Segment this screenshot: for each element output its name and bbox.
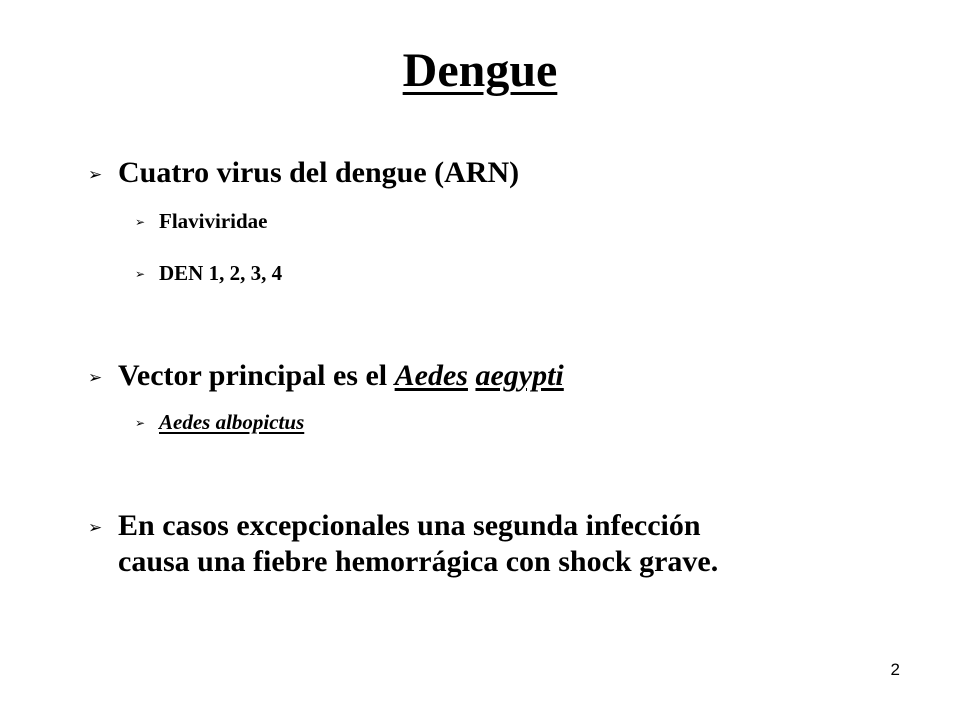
arrow-bullet-icon: ➢ bbox=[88, 518, 103, 538]
subbullet-serotypes bbox=[135, 260, 282, 287]
bullet-text: Cuatro virus del dengue (ARN) bbox=[118, 156, 520, 189]
slide-title: Dengue bbox=[402, 44, 558, 97]
species-name: aegypti bbox=[475, 359, 564, 392]
arrow-bullet-icon: ➢ bbox=[88, 368, 103, 388]
bullet-text bbox=[118, 508, 878, 580]
subbullet-text: DEN 1, 2, 3, 4 bbox=[159, 261, 283, 285]
subbullet-albopictus bbox=[135, 409, 304, 436]
arrow-bullet-icon: ➢ bbox=[88, 165, 103, 185]
arrow-bullet-icon: ➢ bbox=[135, 215, 146, 229]
bullet-main-vector bbox=[88, 358, 564, 396]
arrow-bullet-icon: ➢ bbox=[135, 416, 146, 430]
subbullet-flaviviridae bbox=[135, 208, 268, 235]
vector-prefix: Vector principal es el bbox=[118, 359, 395, 392]
arrow-bullet-icon: ➢ bbox=[135, 267, 146, 281]
bullet-line-2: causa una fiebre hemorrágica con shock grave. bbox=[118, 545, 719, 578]
bullet-secondary-infection bbox=[88, 508, 888, 580]
genus-name: Aedes bbox=[394, 359, 468, 392]
bullet-four-viruses bbox=[88, 155, 519, 193]
bullet-line-1: En casos excepcionales una segunda infección bbox=[118, 509, 701, 542]
subbullet-text: Aedes albopictus bbox=[159, 410, 305, 434]
subbullet-text: Flaviviridae bbox=[159, 209, 268, 233]
page-number: 2 bbox=[890, 660, 900, 679]
bullet-text bbox=[118, 358, 564, 394]
